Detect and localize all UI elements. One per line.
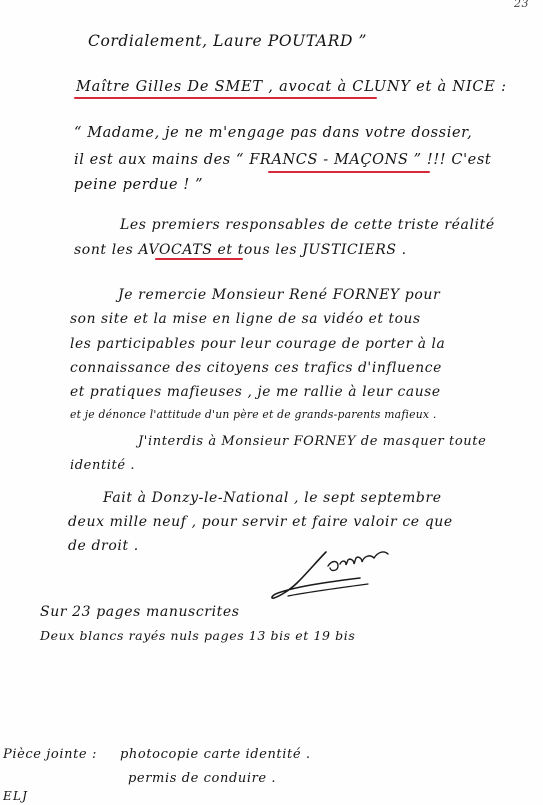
francs-macons-underline [268,171,430,173]
enclosure-label: Pièce jointe : [3,747,97,762]
thanks-line-3: les participables pour leur courage de porter à la [70,336,446,352]
quote-attribution: Maître Gilles De SMET , avocat à CLUNY et à NICE : [76,79,507,95]
thanks-line-6: et je dénonce l'attitude d'un père et de grands-parents mafieux . [70,408,437,421]
page-number: 23 [514,0,529,10]
thanks-line-2: son site et la mise en ligne de sa vidéo et tous [70,311,421,327]
quote-line-3: peine perdue ! ” [74,177,204,193]
attribution-underline [74,97,377,99]
initials: ELJ [3,789,29,803]
thanks-line-1: Je remercie Monsieur René FORNEY pour [118,287,441,303]
thanks-line-7: J'interdis à Monsieur FORNEY de masquer toute [138,434,487,449]
handwritten-signature [268,538,408,608]
signed-line-2: deux mille neuf , pour servir et faire valoir ce que [68,514,453,530]
thanks-line-8: identité . [70,458,136,473]
quote-line-1: “ Madame, je ne m'engage pas dans votre dossier, [74,125,473,141]
quote-line-2: il est aux mains des “ FRANCS - MAÇONS ” !!! C'est [74,152,492,168]
closing-line: Cordialement, Laure POUTARD ” [88,32,368,50]
responsibility-line-2: sont les AVOCATS et tous les JUSTICIERS . [74,242,407,258]
responsibility-line-1: Les premiers responsables de cette triste réalité [120,217,495,233]
signed-line-3: de droit . [68,538,139,554]
avocats-underline [155,258,243,260]
enclosure-item-2: permis de conduire . [128,771,277,786]
enclosure-item-1: photocopie carte identité . [120,747,311,762]
blank-pages-note: Deux blancs rayés nuls pages 13 bis et 19 bis [40,628,356,643]
thanks-line-4: connaissance des citoyens ces trafics d'influence [70,360,442,376]
thanks-line-5: et pratiques mafieuses , je me rallie à leur cause [70,384,441,400]
signed-line-1: Fait à Donzy-le-National , le sept septembre [103,490,442,506]
pages-count-note: Sur 23 pages manuscrites [40,604,240,620]
